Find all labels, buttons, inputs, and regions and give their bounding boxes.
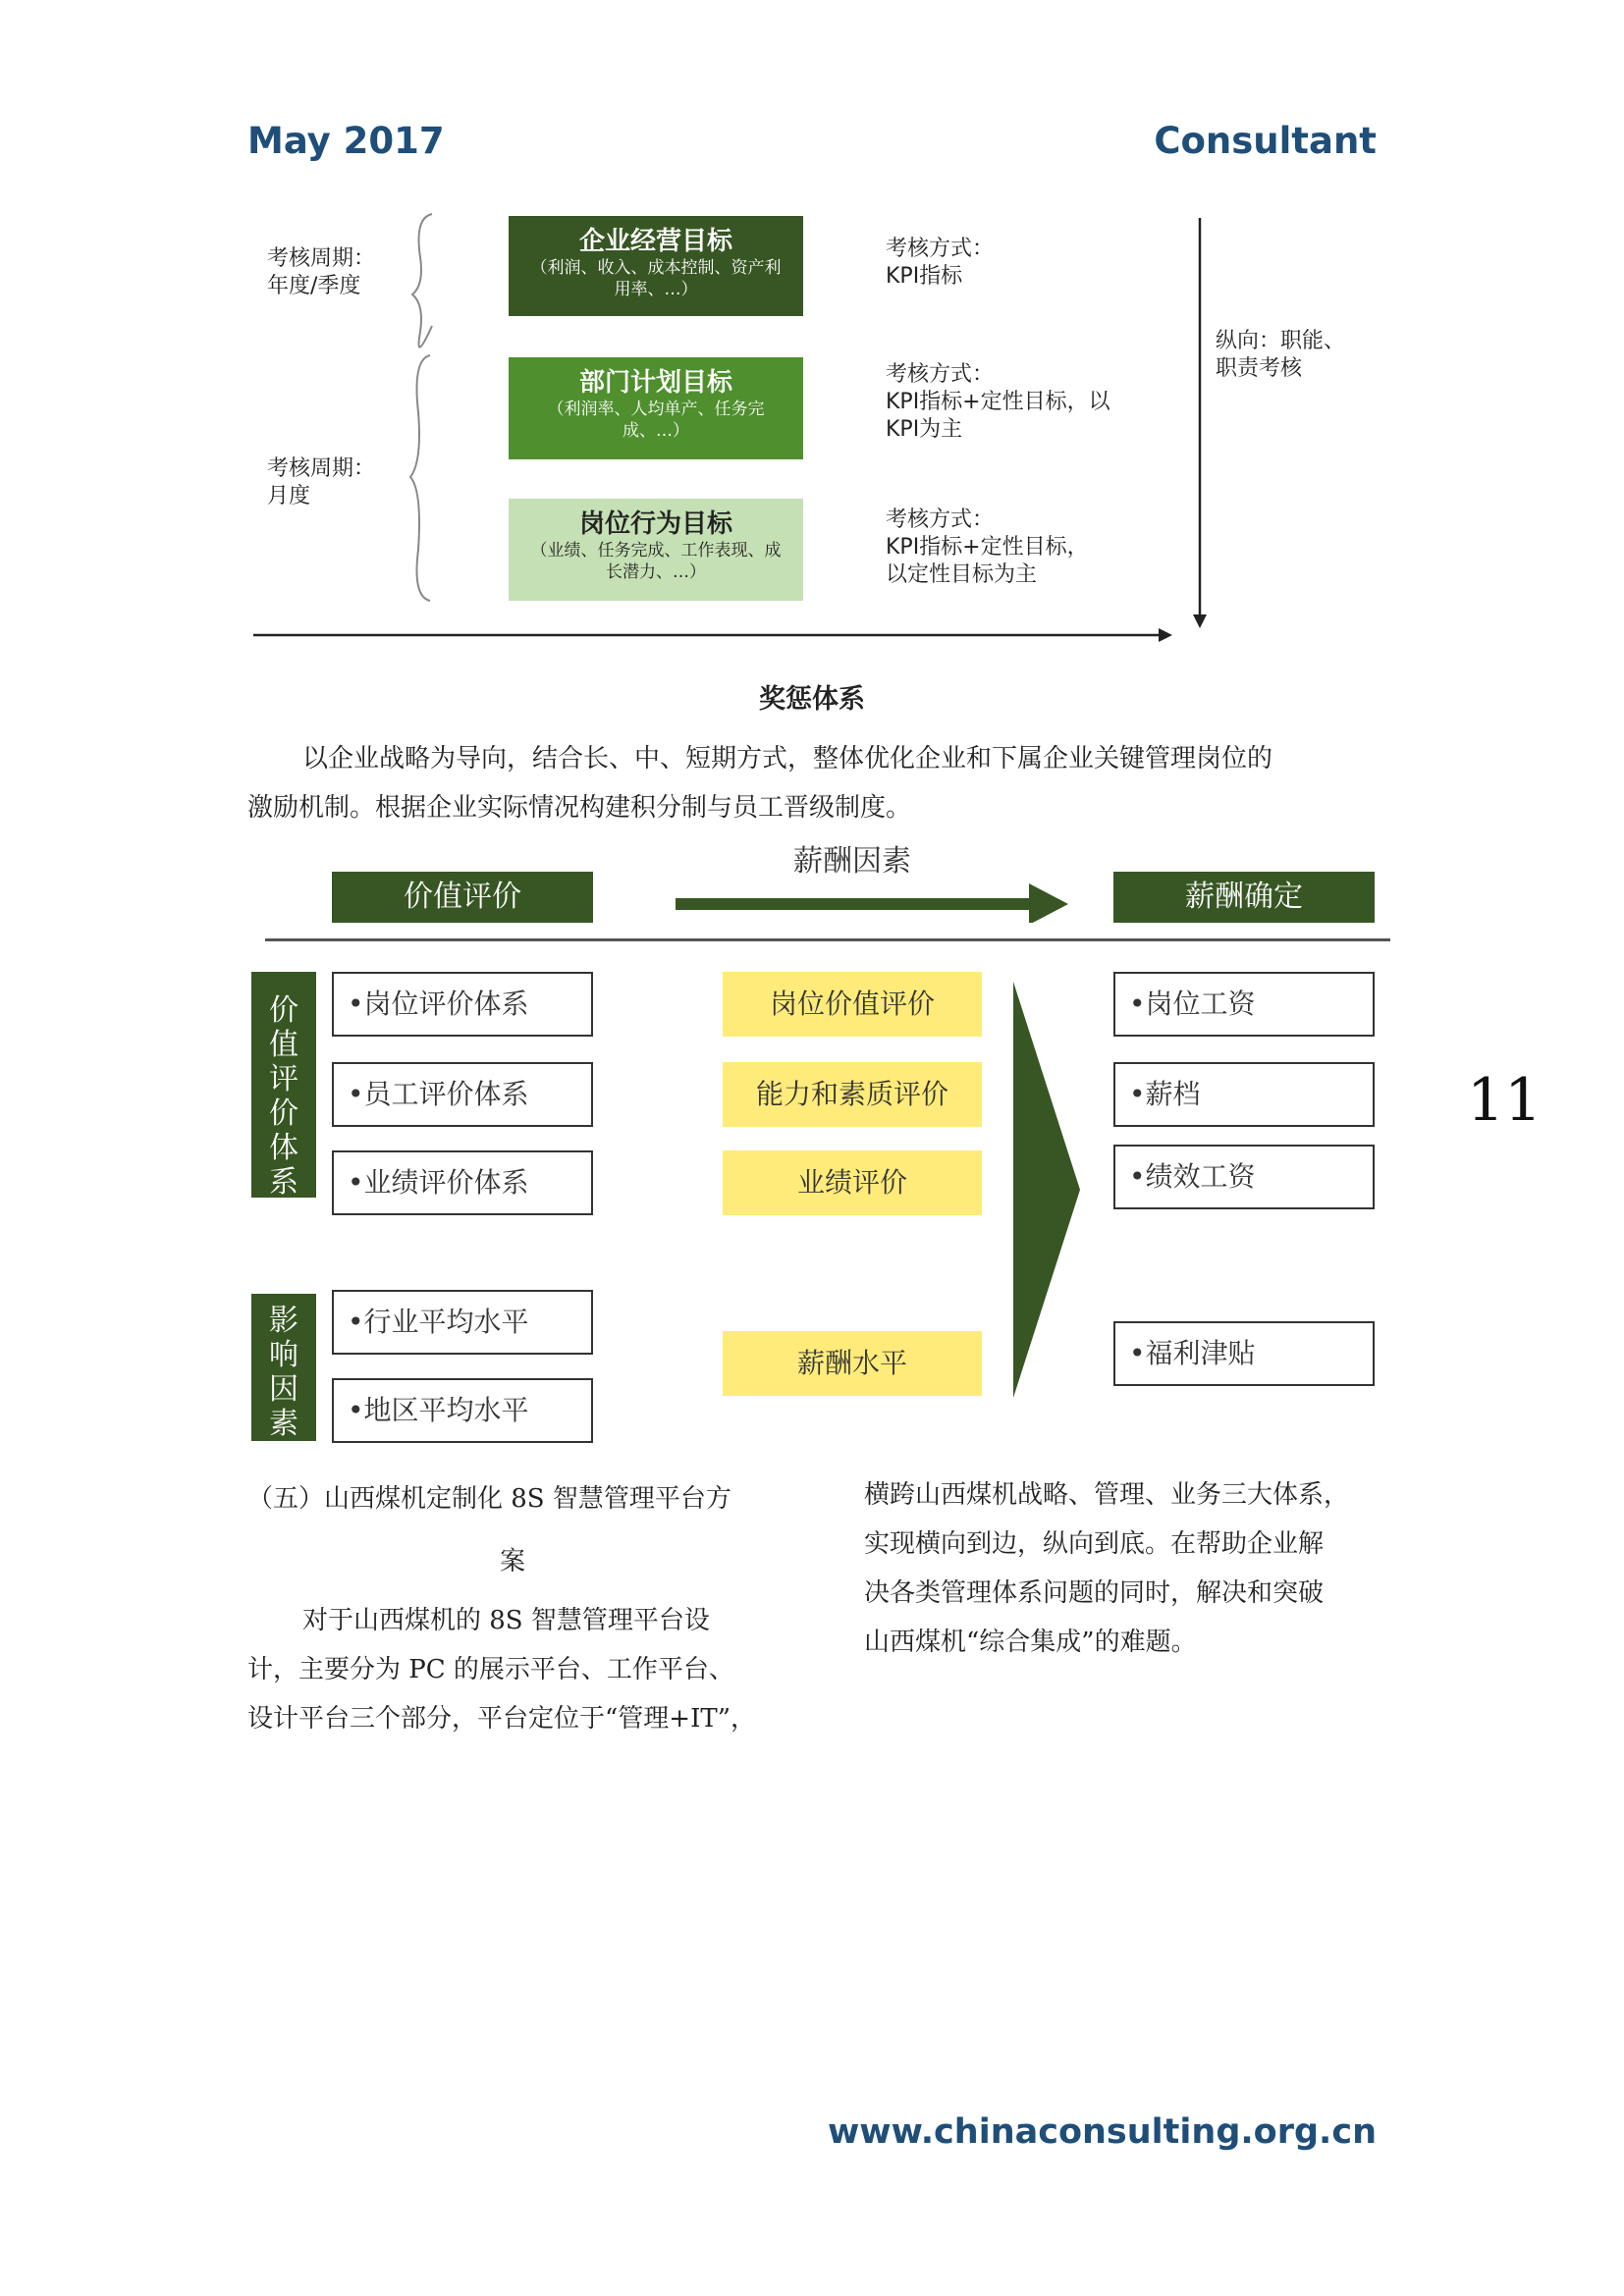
intro-paragraph: 以企业战略为导向，结合长、中、短期方式，整体优化企业和下属企业关键管理岗位的 激励机制。根据企业实际情况构建积分制与员工晋级制度。 bbox=[247, 744, 1273, 823]
header-salary-determination: 薪酬确定 bbox=[1113, 872, 1375, 923]
left-column-text: （五）山西煤机定制化 8S 智慧管理平台方 案 对于山西煤机的 8S 智慧管理平台设 计，主要分为 PC 的展示平台、工作平台、 设计平台三个部分，平台定位于“管理+IT”， bbox=[247, 1474, 778, 1743]
goal-box-enterprise: 企业经营目标 （利润、收入、成本控制、资产利用率、…） bbox=[509, 216, 803, 316]
chevron-right-icon bbox=[1011, 982, 1090, 1406]
right-item-salary-grade: •薪档 bbox=[1113, 1062, 1375, 1127]
mid-item-position-value: 岗位价值评价 bbox=[723, 972, 982, 1037]
left-item-employee-eval: •员工评价体系 bbox=[332, 1062, 593, 1127]
right-column-text: 横跨山西煤机战略、管理、业务三大体系， 实现横向到边，纵向到底。在帮助企业解 决各类管理体系问题的同时，解决和突破 山西煤机“综合集成”的难题。 bbox=[864, 1480, 1350, 1657]
period-monthly-label: 考核周期： 月度 bbox=[267, 456, 376, 508]
page-number: 11 bbox=[1467, 1066, 1543, 1135]
mid-item-salary-level: 薪酬水平 bbox=[723, 1331, 982, 1396]
mid-item-performance: 业绩评价 bbox=[723, 1150, 982, 1215]
header-magazine-title: Consultant bbox=[1154, 120, 1377, 162]
method-label-3: 考核方式： KPI指标+定性目标， 以定性目标为主 bbox=[886, 507, 1089, 587]
side-label-value-system: 价 值 评 价 体 系 bbox=[251, 972, 316, 1198]
header-value-evaluation: 价值评价 bbox=[332, 872, 593, 923]
header-date: May 2017 bbox=[247, 120, 445, 162]
side-label-influence-factors: 影 响 因 素 bbox=[251, 1294, 316, 1441]
compensation-diagram bbox=[0, 844, 1624, 1453]
mid-item-ability-quality: 能力和素质评价 bbox=[723, 1062, 982, 1127]
left-item-industry-average: •行业平均水平 bbox=[332, 1290, 593, 1355]
method-label-1: 考核方式： KPI指标 bbox=[886, 237, 995, 289]
method-label-2: 考核方式： KPI指标+定性目标，以 KPI为主 bbox=[886, 362, 1110, 442]
vertical-assessment-label: 纵向：职能、 职责考核 bbox=[1216, 329, 1346, 381]
subsection-title-line1: （五）山西煤机定制化 8S 智慧管理平台方 bbox=[247, 1484, 731, 1514]
assessment-diagram bbox=[0, 0, 1624, 687]
footer-url[interactable]: www.chinaconsulting.org.cn bbox=[827, 2112, 1377, 2152]
goal-box-position: 岗位行为目标 （业绩、任务完成、工作表现、成长潜力、…） bbox=[509, 499, 803, 601]
goal-box-department: 部门计划目标 （利润率、人均单产、任务完成、…） bbox=[509, 357, 803, 459]
right-item-benefits: •福利津贴 bbox=[1113, 1321, 1375, 1386]
left-item-performance-eval: •业绩评价体系 bbox=[332, 1150, 593, 1215]
salary-factors-label: 薪酬因素 bbox=[793, 844, 911, 879]
right-item-performance-salary: •绩效工资 bbox=[1113, 1145, 1375, 1209]
header-salary-factors bbox=[676, 844, 1029, 923]
assessment-lines bbox=[0, 0, 1624, 687]
right-arrow-icon bbox=[676, 883, 1072, 923]
left-item-regional-average: •地区平均水平 bbox=[332, 1378, 593, 1443]
right-item-position-salary: •岗位工资 bbox=[1113, 972, 1375, 1037]
period-annual-label: 考核周期： 年度/季度 bbox=[267, 246, 376, 298]
subsection-title-line2: 案 bbox=[499, 1547, 525, 1576]
left-item-position-eval: •岗位评价体系 bbox=[332, 972, 593, 1037]
section-title: 奖惩体系 bbox=[759, 684, 865, 715]
header-divider bbox=[265, 938, 1390, 941]
